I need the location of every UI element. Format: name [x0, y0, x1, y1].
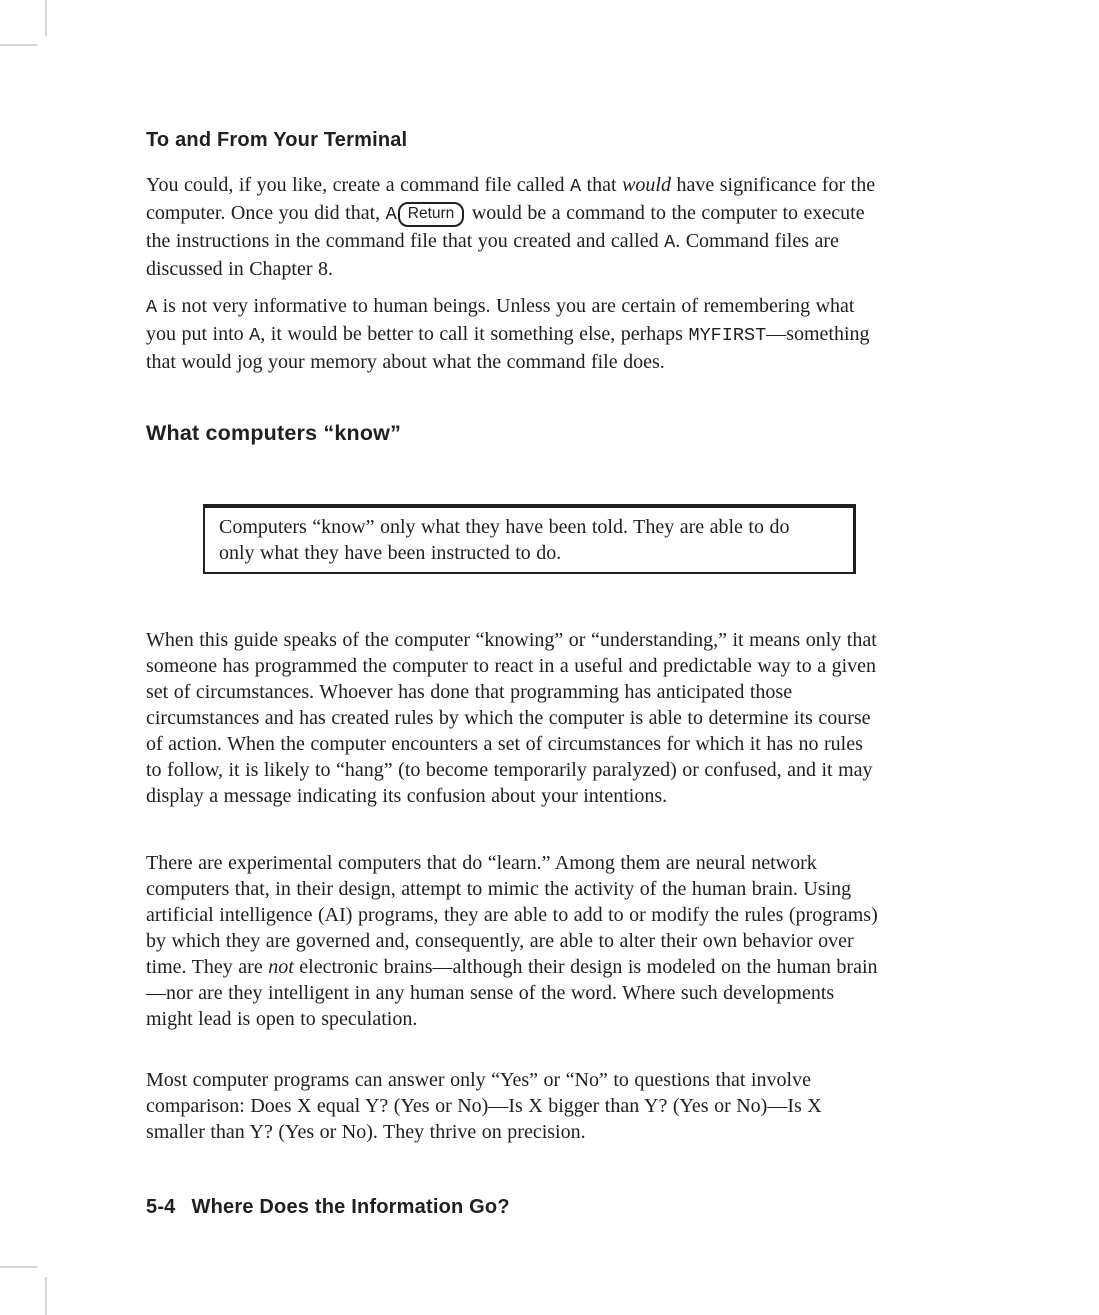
return-keycap: Return [398, 202, 465, 227]
paragraph-command-file-a [146, 172, 881, 282]
paragraph-knowing-understanding [146, 627, 881, 809]
text-segment: . Command files are discussed in Chapter 8. [146, 230, 839, 280]
text-segment: When this guide speaks of the computer “knowing” or “understanding,” it means only that someone has programmed the computer to react in a useful and predictable way to a given set of circumstances. Whoever has done that programming has anticipated those circumstances and has created rules by which the computer is able to determine its course of action. When the computer encounters a set of circumstances for which it has no rules to follow, it is likely to “hang” (to become temporarily paralyzed) or confused, and it may display a message indicating its confusion about your intentions. [146, 629, 877, 807]
paragraph-yes-no-questions [146, 1067, 881, 1145]
text-segment: There are experimental computers that do “learn.” Among them are neural network computers that, in their design, attempt to mimic the activity of the human brain. Using artificial intelligence (AI) programs, they are able to add to or modify the rules (programs) by which they are governed and, consequently, are able to alter their own behavior over time. They are [146, 852, 878, 978]
inline-code: A [664, 232, 676, 253]
text-segment: have significance for the computer. Once you did that, [146, 174, 876, 224]
callout-box [203, 504, 856, 574]
running-header: To and From Your Terminal [146, 129, 408, 151]
paragraph-naming-myfirst [146, 293, 881, 375]
text-segment: is not very informative to human beings. Unless you are certain of remembering what you put into [146, 295, 855, 345]
crop-mark-bottom-left-vertical [45, 1277, 47, 1315]
page-number: 5-4 [146, 1196, 176, 1218]
page-footer [146, 1196, 510, 1219]
text-segment: , it would be better to call it something else, perhaps [260, 323, 689, 345]
text-segment: Most computer programs can answer only “Yes” or “No” to questions that involve comparison: Does X equal Y? (Yes or No)—Is X bigger than Y? (Yes or No)—Is X smaller than Y? (Yes or No). They thrive on precision. [146, 1069, 822, 1143]
paragraph-experimental-computers [146, 850, 881, 1032]
section-heading-what-computers-know: What computers “know” [146, 421, 402, 445]
text-segment: that [581, 174, 623, 196]
inline-code: A [569, 176, 582, 197]
text-segment: You could, if you like, create a command file called [146, 174, 570, 196]
text-segment: would be a command to the computer to execute the instructions in the command file that you created and called [146, 202, 865, 252]
text-segment: electronic brains—although their design is modeled on the human brain—nor are they intelligent in any human sense of the word. Where such developments might lead is open to speculation. [146, 956, 878, 1030]
inline-code: A [249, 325, 261, 346]
text-segment: not [268, 956, 294, 978]
inline-code: A [146, 297, 158, 318]
crop-mark-bottom-left-horizontal [0, 1266, 37, 1268]
inline-code: A [385, 204, 397, 225]
text-segment: —something that would jog your memory about what the command file does. [146, 323, 870, 373]
callout-text: Computers “know” only what they have been told. They are able to do only what they have been instructed to do. [219, 516, 790, 564]
inline-code: MYFIRST [688, 325, 767, 346]
crop-mark-top-left-horizontal [0, 44, 37, 46]
crop-mark-top-left-vertical [45, 0, 47, 36]
text-segment: would [622, 174, 671, 196]
footer-title: Where Does the Information Go? [191, 1196, 510, 1218]
